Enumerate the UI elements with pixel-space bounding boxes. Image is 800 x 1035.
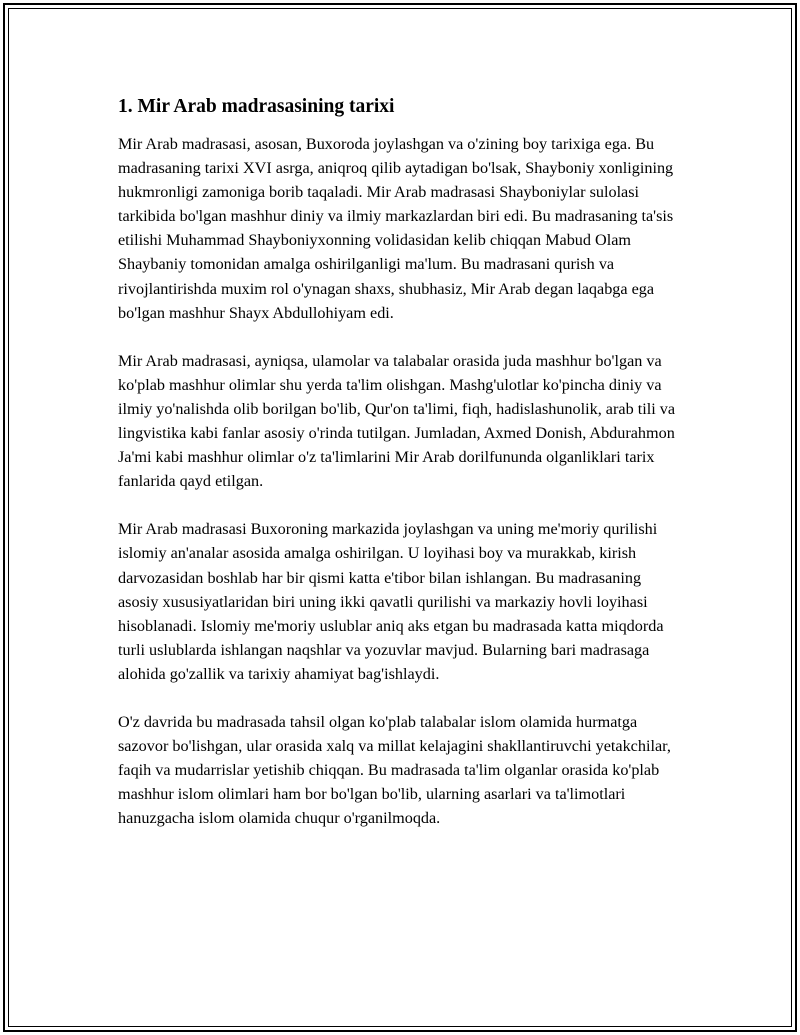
document-body (118, 94, 678, 854)
paragraph-history: Mir Arab madrasasi, asosan, Buxoroda joylashgan va o'zining boy tarixiga ega. Bu madrasaning tarixi XVI asrga, aniqroq qilib aytadigan bo'lsak, Shayboniy xonligining hukmronligi zamoniga borib taqaladi. Mir Arab madrasasi Shayboniylar sulolasi tarkibida bo'lgan mashhur diniy va ilmiy markazlardan biri edi. Bu madrasaning ta'sis etilishi Muhammad Shayboniyxonning volidasidan kelib chiqqan Mabud Olam Shaybaniy tomonidan amalga oshirilganligi ma'lum. Bu madrasani qurish va rivojlantirishda muxim rol o'ynagan shaxs, shubhasiz, Mir Arab degan laqabga ega bo'lgan mashhur Shayx Abdullohiyam edi. (118, 135, 674, 322)
paragraph-scholars: Mir Arab madrasasi, ayniqsa, ulamolar va talabalar orasida juda mashhur bo'lgan va ko'plab mashhur olimlar shu yerda ta'lim olishgan. Mashg'ulotlar ko'pincha diniy va ilmiy yo'nalishda olib borilgan bo'lib, Qur'on ta'limi, fiqh, hadislashunolik, arab tili va lingvistika kabi fanlar asosiy o'rinda tutilgan. Jumladan, Axmed Donish, Abdurahmon Ja'mi kabi mashhur olimlar o'z ta'limlarini Mir Arab dorilfununda olganliklari tarix fanlarida qayd etilgan. (118, 351, 676, 491)
paragraph-architecture: Mir Arab madrasasi Buxoroning markazida joylashgan va uning me'moriy qurilishi islomiy an'analar asosida amalga oshirilgan. U loyihasi boy va murakkab, kirish darvozasidan boshlab har bir qismi katta e'tibor bilan ishlangan. Bu madrasaning asosiy xususiyatlaridan biri uning ikki qavatli qurilishi va markaziy hovli loyihasi hisoblanadi. Islomiy me'moriy uslublar aniq aks etgan bu madrasada katta miqdorda turli uslublarda ishlangan naqshlar va yozuvlar mavjud. Bularning bari madrasaga alohida go'zallik va tarixiy ahamiyat bag'ishlaydi. (118, 520, 664, 683)
paragraph-graduates: O'z davrida bu madrasada tahsil olgan ko'plab talabalar islom olamida hurmatga sazovor bo'lishgan, ular orasida xalq va millat kelajagini shakllantiruvchi yetakchilar, faqih va mudarrislar yetishib chiqqan. Bu madrasada ta'lim olganlar orasida ko'plab mashhur islom olimlari ham bor bo'lgan bo'lib, ularning asarlari va ta'limotlari hanuzgacha islom olamida chuqur o'rganilmoqda. (118, 712, 671, 828)
section-heading: 1. Mir Arab madrasasining tarixi (118, 96, 395, 117)
